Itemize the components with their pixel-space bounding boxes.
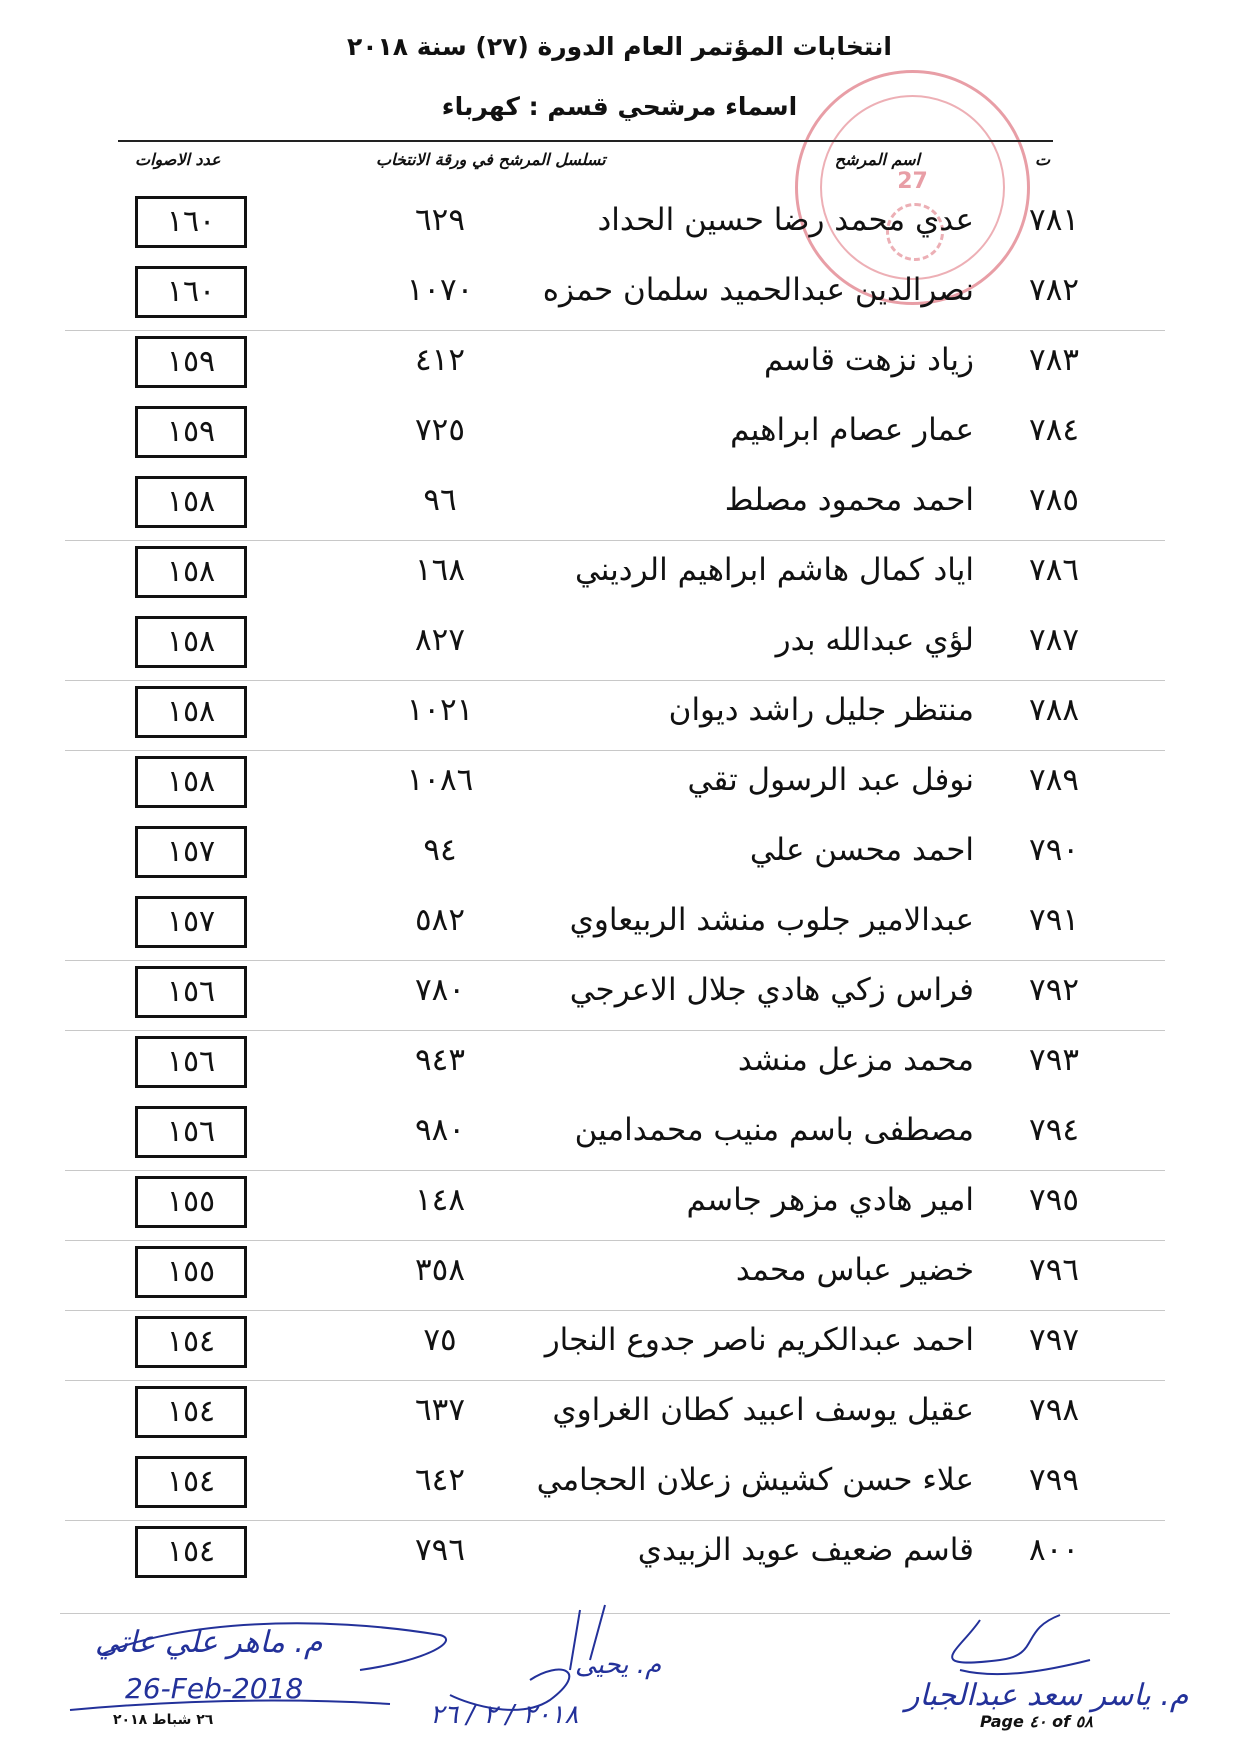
document-subtitle: اسماء مرشحي قسم : كهرباء [441,92,798,121]
vote-count-box: ١٥٩ [135,406,247,458]
candidate-name: فراس زكي هادي جلال الاعرجي [569,972,974,1008]
candidate-name: احمد عبدالكريم ناصر جدوع النجار [544,1322,974,1358]
candidate-name: خضير عباس محمد [735,1252,974,1288]
ballot-sequence: ٨٢٧ [415,622,465,658]
ballot-sequence: ٦٣٧ [415,1392,465,1428]
document-title: انتخابات المؤتمر العام الدورة (٢٧) سنة ٢٠١٨ [346,32,893,61]
candidate-name: عمار عصام ابراهيم [730,412,974,448]
ballot-sequence: ٧٥ [423,1322,457,1358]
ballot-sequence: ٣٥٨ [415,1252,465,1288]
vote-count-box: ١٥٩ [135,336,247,388]
vote-count-box: ١٥٥ [135,1246,247,1298]
table-row [0,400,1239,470]
table-row [0,960,1239,1030]
vote-count-box: ١٥٦ [135,966,247,1018]
row-divider [65,750,1165,751]
signature-middle-name: م. يحيى [575,1650,662,1680]
ballot-sequence: ٧٢٥ [415,412,465,448]
ballot-sequence: ١٠٨٦ [406,762,474,798]
table-header [118,150,1050,180]
candidate-name: نوفل عبد الرسول تقي [687,762,974,798]
row-divider [65,330,1165,331]
candidate-name: مصطفى باسم منيب محمدامين [574,1112,974,1148]
ballot-sequence: ٩٤ [423,832,457,868]
table-row [0,680,1239,750]
ballot-sequence: ٦٢٩ [415,202,465,238]
table-row [0,890,1239,960]
row-index: ٧٨٤ [1029,412,1079,448]
signature-middle-date: ٢٠١٨ / ٢ / ٢٦ [430,1700,579,1730]
vote-count-box: ١٥٨ [135,546,247,598]
candidate-name: عقيل يوسف اعبيد كطان الغراوي [552,1392,974,1428]
row-index: ٧٨٩ [1029,762,1079,798]
table-row [0,1170,1239,1240]
table-row [0,1380,1239,1450]
header-divider [118,140,1053,142]
seal-number: 27 [897,169,928,194]
vote-count-box: ١٥٨ [135,686,247,738]
ballot-sequence: ٩٨٠ [415,1112,465,1148]
row-divider [65,540,1165,541]
ballot-sequence: ١٤٨ [415,1182,465,1218]
row-index: ٧٨١ [1029,202,1079,238]
table-row [0,540,1239,610]
candidate-name: نصرالدين عبدالحميد سلمان حمزه [542,272,974,308]
ballot-sequence: ٤١٢ [415,342,465,378]
row-index: ٧٩٥ [1029,1182,1079,1218]
vote-count-box: ١٥٨ [135,476,247,528]
column-header-name: اسم المرشح [834,150,920,169]
row-index: ٧٨٣ [1029,342,1079,378]
signature-left-date: 26-Feb-2018 [125,1672,304,1705]
row-index: ٧٨٢ [1029,272,1079,308]
table-row [0,1240,1239,1310]
signature-left-name: م. ماهر علي عاتي [95,1625,323,1660]
column-header-index: ت [1034,150,1050,169]
table-row [0,610,1239,680]
row-divider [65,1170,1165,1171]
table-row [0,1030,1239,1100]
vote-count-box: ١٦٠ [135,266,247,318]
table-row [0,190,1239,260]
row-index: ٧٨٨ [1029,692,1079,728]
ballot-sequence: ١٠٧٠ [406,272,474,308]
candidate-name: منتظر جليل راشد ديوان [668,692,974,728]
ballot-sequence: ١٦٨ [415,552,465,588]
vote-count-box: ١٥٥ [135,1176,247,1228]
page-number: Page ٤٠ of ٥٨ [980,1712,1093,1731]
row-index: ٧٨٥ [1029,482,1079,518]
table-row [0,1450,1239,1520]
row-divider [65,1520,1165,1521]
candidate-name: اياد كمال هاشم ابراهيم الرديني [574,552,974,588]
vote-count-box: ١٥٤ [135,1316,247,1368]
row-index: ٧٩٠ [1029,832,1079,868]
signature-right-stroke [900,1600,1120,1690]
row-divider [65,960,1165,961]
row-index: ٧٩٩ [1029,1462,1079,1498]
table-row [0,260,1239,330]
ballot-sequence: ١٠٢١ [406,692,474,728]
signature-right-name: م. ياسر سعد عبدالجبار [905,1678,1189,1713]
candidate-name: علاء حسن كشيش زعلان الحجامي [536,1462,974,1498]
table-row [0,750,1239,820]
signature-left-printed-date: ٢٦ شباط ٢٠١٨ [113,1712,214,1728]
row-index: ٧٩٦ [1029,1252,1079,1288]
row-divider [65,1030,1165,1031]
row-index: ٧٩٨ [1029,1392,1079,1428]
vote-count-box: ١٥٤ [135,1456,247,1508]
row-index: ٧٨٦ [1029,552,1079,588]
row-index: ٧٩١ [1029,902,1079,938]
row-index: ٧٩٧ [1029,1322,1079,1358]
vote-count-box: ١٥٦ [135,1036,247,1088]
vote-count-box: ١٥٤ [135,1386,247,1438]
ballot-sequence: ٥٨٢ [415,902,465,938]
candidate-name: احمد محسن علي [749,832,974,868]
vote-count-box: ١٥٧ [135,896,247,948]
vote-count-box: ١٥٤ [135,1526,247,1578]
ballot-sequence: ٦٤٢ [415,1462,465,1498]
candidate-name: احمد محمود مصلط [724,482,974,518]
row-divider [65,1240,1165,1241]
row-divider [65,680,1165,681]
ballot-sequence: ٩٦ [423,482,457,518]
vote-count-box: ١٥٨ [135,616,247,668]
vote-count-box: ١٥٨ [135,756,247,808]
vote-count-box: ١٦٠ [135,196,247,248]
row-divider [65,1380,1165,1381]
candidate-name: عدي محمد رضا حسين الحداد [597,202,974,238]
candidate-name: عبدالامير جلوب منشد الربيعاوي [569,902,974,938]
table-row [0,1100,1239,1170]
table-row [0,470,1239,540]
table-row [0,330,1239,400]
ballot-sequence: ٩٤٣ [415,1042,465,1078]
ballot-sequence: ٧٨٠ [415,972,465,1008]
candidate-name: محمد مزعل منشد [737,1042,974,1078]
candidate-name: لؤي عبدالله بدر [775,622,974,658]
vote-count-box: ١٥٧ [135,826,247,878]
row-index: ٨٠٠ [1029,1532,1079,1568]
row-index: ٧٩٣ [1029,1042,1079,1078]
candidate-name: زياد نزهت قاسم [764,342,974,378]
candidate-name: امير هادي مزهر جاسم [686,1182,974,1218]
row-divider [65,1310,1165,1311]
vote-count-box: ١٥٦ [135,1106,247,1158]
table-row [0,1520,1239,1590]
candidate-name: قاسم ضعيف عويد الزبيدي [637,1532,974,1568]
column-header-votes: عدد الاصوات [135,150,221,169]
table-row [0,1310,1239,1380]
ballot-sequence: ٧٩٦ [415,1532,465,1568]
column-header-sequence: تسلسل المرشح في ورقة الانتخاب [376,150,606,169]
row-index: ٧٩٤ [1029,1112,1079,1148]
row-index: ٧٨٧ [1029,622,1079,658]
row-index: ٧٩٢ [1029,972,1079,1008]
table-row [0,820,1239,890]
